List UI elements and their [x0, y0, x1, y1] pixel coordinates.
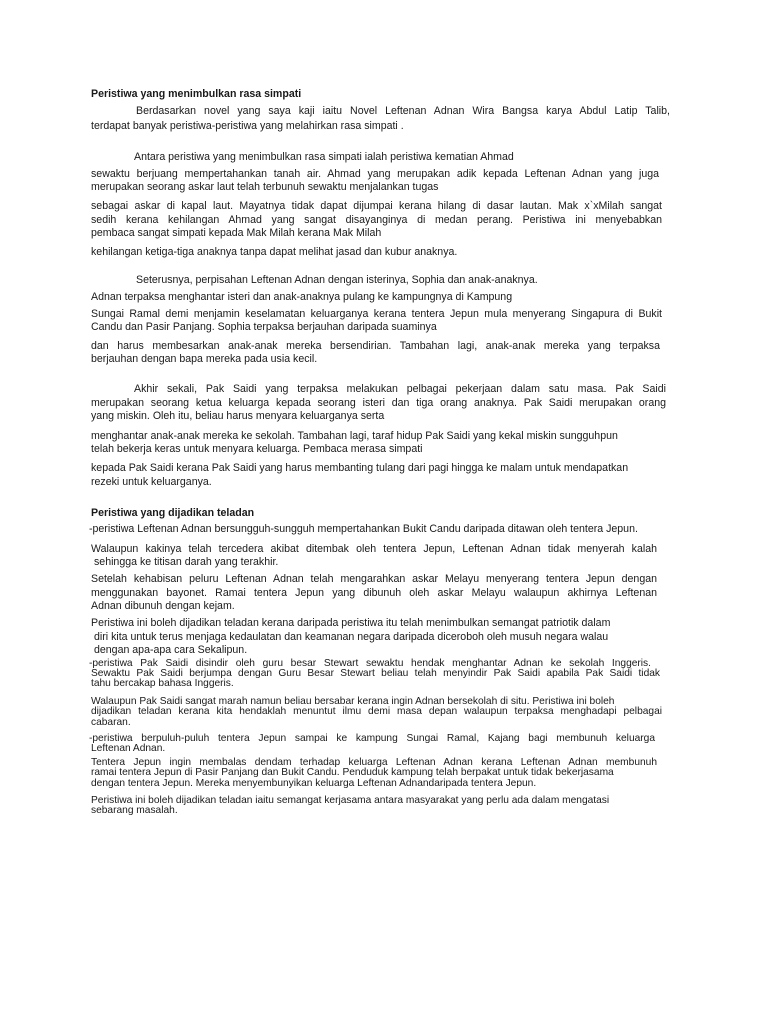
paragraph-line: Adnan dibunuh dengan kejam.: [91, 600, 235, 612]
paragraph-line: cabaran.: [91, 717, 131, 728]
paragraph-line: Setelah kehabisan peluru Leftenan Adnan telah mengarahkan askar Melayu menyerang tentera Jepun dengan: [91, 573, 657, 585]
paragraph-line: sedih kerana kehilangan Ahmad yang sangat disayanginya di medan perang. Peristiwa ini menyebabkan: [91, 214, 662, 226]
paragraph-line: tahu bercakap bahasa Inggeris.: [91, 678, 234, 689]
paragraph-line: Antara peristiwa yang menimbulkan rasa simpati ialah peristiwa kematian Ahmad: [134, 151, 514, 163]
paragraph-line: Seterusnya, perpisahan Leftenan Adnan dengan isterinya, Sophia dan anak-anaknya.: [136, 274, 538, 286]
paragraph-line: sehingga ke titisan darah yang terakhir.: [94, 556, 279, 568]
paragraph-line: diri kita untuk terus menjaga kedaulatan dan keamanan negara daripada diceroboh oleh musuh negara walau: [94, 631, 609, 643]
paragraph-line: merupakan seorang ketua keluarga kepada seorang isteri dan tiga orang anaknya. Pak Saidi merupakan orang: [91, 397, 666, 409]
section-heading-teladan: Peristiwa yang dijadikan teladan: [91, 507, 255, 519]
paragraph-line: Sungai Ramal demi menjamin keselamatan keluarganya kerana tentera Jepun mula menyerang Singapura di Bukit: [91, 308, 662, 320]
paragraph-line: sebagai askar di kapal laut. Mayatnya tidak dapat dijumpai kerana hilang di dasar lautan. Mak x`xMilah sangat: [91, 200, 662, 212]
paragraph-line: Akhir sekali, Pak Saidi yang terpaksa melakukan pelbagai pekerjaan dalam satu masa. Pak Saidi: [134, 383, 666, 395]
paragraph-line: -peristiwa berpuluh-puluh tentera Jepun sampai ke kampung Sungai Ramal, Kajang bagi membunuh keluarga: [89, 733, 655, 744]
paragraph-line: dijadikan teladan kerana kita hendaklah menuntut ilmu demi masa depan walaupun terpaksa menghadapi pelbagai: [91, 706, 662, 717]
paragraph-line: Leftenan Adnan.: [91, 743, 166, 754]
paragraph-line: telah bekerja keras untuk menyara keluarga. Pembaca merasa simpati: [91, 443, 423, 455]
paragraph-line: pembaca sangat simpati kepada Mak Milah kerana Mak Milah: [91, 227, 382, 239]
paragraph-line: Adnan terpaksa menghantar isteri dan anak-anaknya pulang ke kampungnya di Kampung: [91, 291, 513, 303]
paragraph-line: dengan tentera Jepun. Mereka menyembunyikan keluarga Leftenan Adnandaripada tentera Jepun.: [91, 778, 537, 789]
paragraph-line: Berdasarkan novel yang saya kaji iaitu Novel Leftenan Adnan Wira Bangsa karya Abdul Latip Talib,: [136, 105, 670, 117]
paragraph-line: kehilangan ketiga-tiga anaknya tanpa dapat melihat jasad dan kubur anaknya.: [91, 246, 458, 258]
paragraph-line: menggunakan bayonet. Ramai tentera Jepun yang dibunuh oleh askar Melayu walaupun akhirnya Leftenan: [91, 587, 657, 599]
paragraph-line: -peristiwa Leftenan Adnan bersungguh-sungguh mempertahankan Bukit Candu daripada ditawan oleh tentera Jepun.: [89, 523, 638, 535]
paragraph-line: Walaupun kakinya telah tercedera akibat ditembak oleh tentera Jepun, Leftenan Adnan tidak menyerah kalah: [91, 543, 657, 555]
paragraph-line: terdapat banyak peristiwa-peristiwa yang melahirkan rasa simpati .: [91, 120, 404, 132]
paragraph-line: dan harus membesarkan anak-anak mereka bersendirian. Tambahan lagi, anak-anak mereka yang terpaksa: [91, 340, 660, 352]
paragraph-line: menghantar anak-anak mereka ke sekolah. Tambahan lagi, taraf hidup Pak Saidi yang kekal miskin sungguhpun: [91, 430, 618, 442]
paragraph-line: ramai tentera Jepun di Pasir Panjang dan Bukit Candu. Penduduk kampung telah berpakat untuk tidak bekerjasama: [91, 767, 614, 778]
section-heading-simpati: Peristiwa yang menimbulkan rasa simpati: [91, 88, 302, 100]
paragraph-line: Tentera Jepun ingin membalas dendam terhadap keluarga Leftenan Adnan kerana Leftenan Adnan membunuh: [91, 757, 657, 768]
paragraph-line: Peristiwa ini boleh dijadikan teladan iaitu semangat kerjasama antara masyarakat yang perlu ada dalam mengatasi: [91, 795, 610, 806]
paragraph-line: dengan apa-apa cara Sekalipun.: [94, 644, 248, 656]
paragraph-line: rezeki untuk keluarganya.: [91, 476, 212, 488]
paragraph-line: kepada Pak Saidi kerana Pak Saidi yang harus membanting tulang dari pagi hingga ke malam untuk mendapatkan: [91, 462, 629, 474]
paragraph-line: yang miskin. Oleh itu, beliau harus menyara keluarganya serta: [91, 410, 385, 422]
paragraph-line: berjauhan dengan bapa mereka pada usia kecil.: [91, 353, 318, 365]
paragraph-line: sewaktu berjuang mempertahankan tanah air. Ahmad yang merupakan adik kepada Leftenan Adnan yang juga: [91, 168, 659, 180]
paragraph-line: -peristiwa Pak Saidi disindir oleh guru besar Stewart sewaktu hendak menghantar Adnan ke sekolah Inggeris.: [89, 658, 651, 669]
paragraph-line: Peristiwa ini boleh dijadikan teladan kerana daripada peristiwa itu telah menimbulkan semangat patriotik dalam: [91, 617, 611, 629]
paragraph-line: Walaupun Pak Saidi sangat marah namun beliau bersabar kerana ingin Adnan bersekolah di situ. Peristiwa ini boleh: [91, 696, 615, 707]
paragraph-line: Candu dan Pasir Panjang. Sophia terpaksa berjauhan daripada suaminya: [91, 321, 437, 333]
paragraph-line: merupakan seorang askar laut telah terbunuh sewaktu menjalankan tugas: [91, 181, 439, 193]
paragraph-line: Sewaktu Pak Saidi berjumpa dengan Guru Besar Stewart beliau telah menyindir Pak Saidi apabila Pak Saidi tidak: [91, 668, 660, 679]
paragraph-line: sebarang masalah.: [91, 805, 178, 816]
